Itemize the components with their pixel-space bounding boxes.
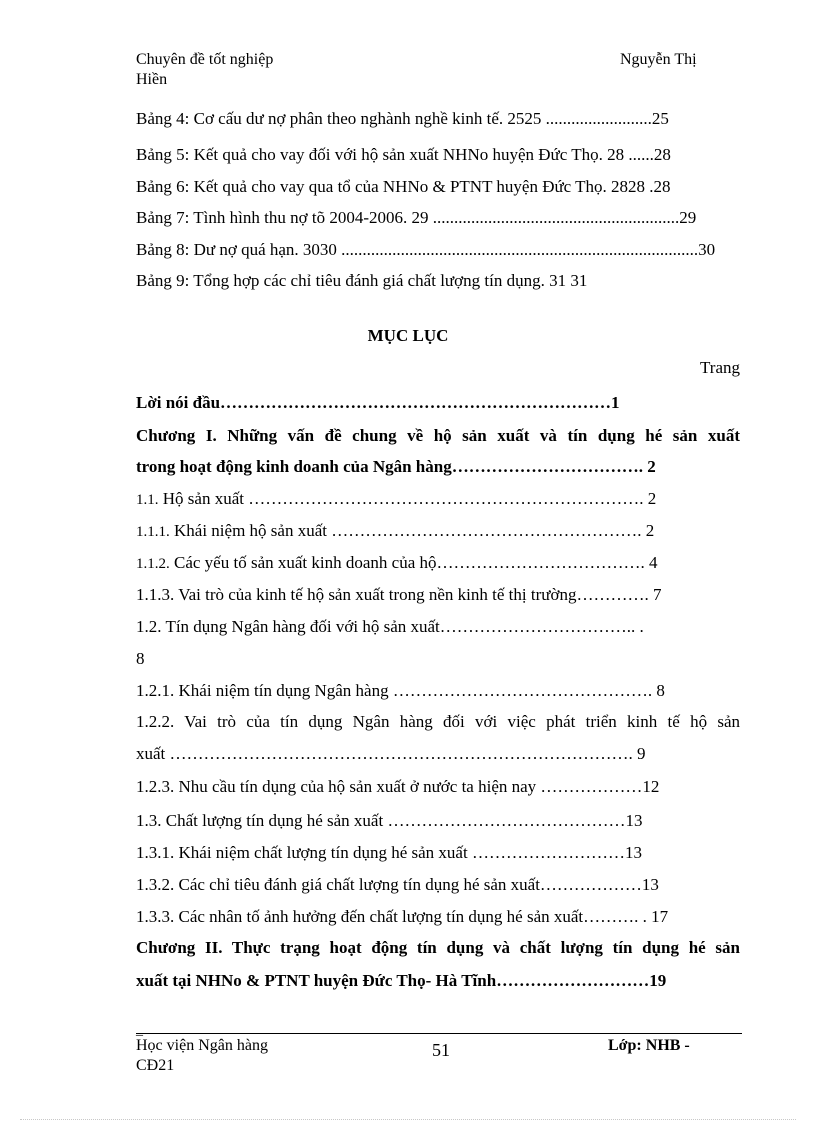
toc-entry-cont: xuất ………………………………………………………………………. 9 <box>136 744 646 763</box>
toc-entry-text: Khái niệm hộ sản xuất ………………………………………………. 2 <box>174 521 655 540</box>
header-right: Nguyễn Thị <box>620 51 697 68</box>
toc-entry-chapter-1-cont: trong hoạt động kinh doanh của Ngân hàng……………………………. 2 <box>136 457 656 476</box>
footer-left: Học viện Ngân hàng CĐ21 <box>136 1037 268 1074</box>
footer-divider <box>136 1033 742 1034</box>
toc-entry: 1.2.3. Nhu cầu tín dụng của hộ sản xuất ở nước ta hiện nay ………………12 <box>136 777 660 796</box>
toc-entry: 1.2.2. Vai trò của tín dụng Ngân hàng đối với việc phát triển kinh tế hộ sản <box>136 712 740 731</box>
table-list-item: Bảng 9: Tổng hợp các chỉ tiêu đánh giá chất lượng tín dụng. 31 31 <box>136 271 588 290</box>
footer-right: Lớp: NHB - <box>608 1037 690 1054</box>
footer-dash: _ <box>136 1023 143 1038</box>
toc-entry: 1.2.1. Khái niệm tín dụng Ngân hàng ………………………………………. 8 <box>136 681 665 700</box>
toc-entry-text: Hộ sản xuất ……………………………………………………………. 2 <box>162 489 657 508</box>
toc-entry-number: 1.1.1. <box>136 524 170 540</box>
table-list-item: Bảng 6: Kết quả cho vay qua tổ của NHNo & PTNT huyện Đức Thọ. 2828 .28 <box>136 177 671 196</box>
toc-entry-number: 1.1. <box>136 492 159 508</box>
toc-entry: 1.3. Chất lượng tín dụng hé sản xuất ……………………………………13 <box>136 811 643 830</box>
toc-entry-page: 8 <box>136 649 145 668</box>
page-number: 51 <box>432 1040 450 1060</box>
table-list-item: Bảng 4: Cơ cấu dư nợ phân theo nghành nghề kinh tế. 2525 .........................25 <box>136 109 669 128</box>
toc-entry: 1.1.3. Vai trò của kinh tế hộ sản xuất trong nền kinh tế thị trường…………. 7 <box>136 585 662 604</box>
toc-entry <box>136 520 740 542</box>
page-header <box>136 50 742 94</box>
toc-entry-number: 1.1.2. <box>136 556 170 572</box>
header-left: Chuyên đề tốt nghiệp Hiền <box>136 51 274 88</box>
toc-entry-chapter-2: Chương II. Thực trạng hoạt động tín dụng và chất lượng tín dụng hé sản <box>136 938 740 957</box>
toc-entry-chapter-2-cont: xuất tại NHNo & PTNT huyện Đức Thọ- Hà Tĩnh………………………19 <box>136 971 667 990</box>
toc-title: MỤC LỤC <box>367 326 449 345</box>
toc-entry-chapter-1: Chương I. Những vấn đề chung về hộ sản xuất và tín dụng hé sản xuất <box>136 426 740 445</box>
toc-entry: 1.3.3. Các nhân tố ảnh hưởng đến chất lượng tín dụng hé sản xuất………. . 17 <box>136 907 669 926</box>
toc-entry: 1.2. Tín dụng Ngân hàng đối với hộ sản xuất…………………………….. . <box>136 617 644 636</box>
table-list-item: Bảng 8: Dư nợ quá hạn. 3030 ....................................................................................30 <box>136 240 716 259</box>
table-list-item: Bảng 5: Kết quả cho vay đối với hộ sản xuất NHNo huyện Đức Thọ. 28 ......28 <box>136 145 671 164</box>
toc-entry <box>136 488 740 510</box>
table-list-item: Bảng 7: Tình hình thu nợ tõ 2004-2006. 29 ..........................................................29 <box>136 208 697 227</box>
toc-entry: 1.3.1. Khái niệm chất lượng tín dụng hé sản xuất ………………………13 <box>136 843 642 862</box>
toc-entry: 1.3.2. Các chỉ tiêu đánh giá chất lượng tín dụng hé sản xuất………………13 <box>136 875 659 894</box>
toc-entry-preface: Lời nói đầu……………………………………………………………1 <box>136 393 620 412</box>
page-edge <box>20 1119 796 1120</box>
toc-entry-text: Các yếu tố sản xuất kinh doanh của hộ………………………………. 4 <box>174 553 658 572</box>
toc-entry <box>136 552 740 574</box>
page-column-label: Trang <box>700 358 740 377</box>
